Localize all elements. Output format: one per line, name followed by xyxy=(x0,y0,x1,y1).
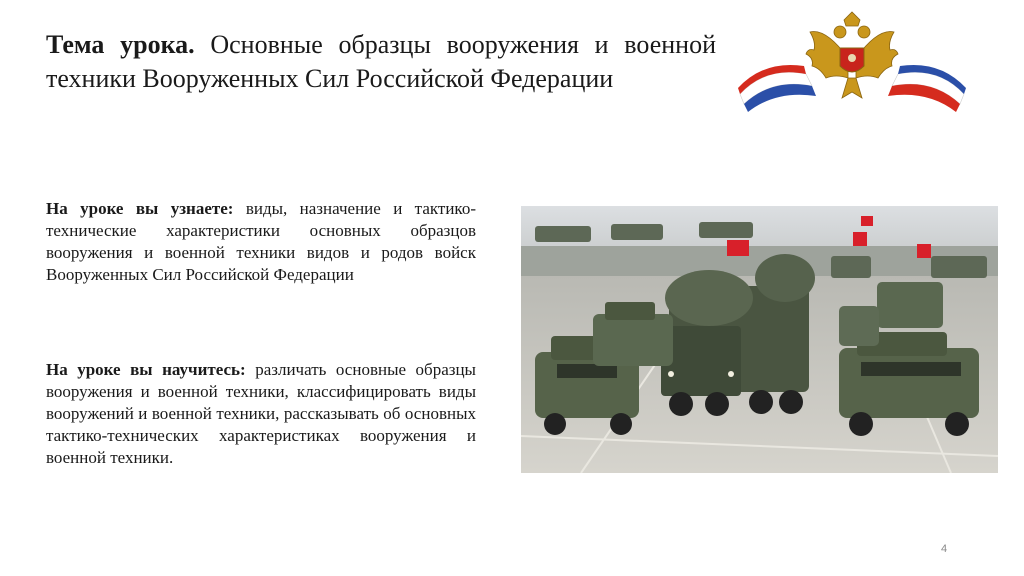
flag-ribbon-right xyxy=(888,65,966,112)
skills-text: различать основные образцы вооружения и военной техники, классифицировать виды вооружений и военной техники, рассказывать об основных тактико-технических характеристиках вооружения и военной техники. xyxy=(46,360,476,467)
red-shield xyxy=(840,48,864,72)
coat-of-arms-emblem xyxy=(736,8,968,112)
slide-title xyxy=(46,28,716,96)
missile-launcher xyxy=(661,254,815,416)
learn-paragraph xyxy=(46,198,476,286)
flag-ribbon-left xyxy=(738,65,816,112)
page-number: 4 xyxy=(940,543,948,555)
skills-lead: На уроке вы научитесь: xyxy=(46,360,246,379)
learn-text: виды, назначение и тактико-технические характеристики основных образцов вооружения и военной техники видов и родов войск Вооруженных Сил Российской Федерации xyxy=(46,199,476,284)
title-lead: Тема урока. xyxy=(46,30,195,59)
skills-paragraph xyxy=(46,359,476,469)
learn-lead: На уроке вы узнаете: xyxy=(46,199,234,218)
title-text: Основные образцы вооружения и военной техники Вооруженных Сил Российской Федерации xyxy=(46,30,716,93)
military-parade-photo xyxy=(521,206,998,473)
